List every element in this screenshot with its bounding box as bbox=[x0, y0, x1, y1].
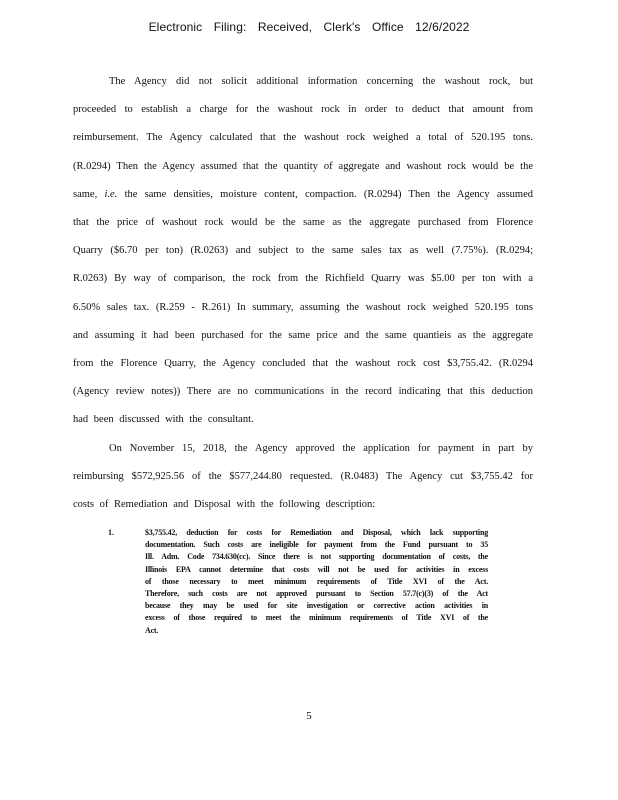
paragraph-washout-rock bbox=[73, 68, 533, 435]
quote-item-number: 1. bbox=[108, 528, 114, 537]
paragraph-1-text-b: the same densities, moisture content, compaction. (R.0294) Then the Agency assumed that the price of washout rock would be the same as the aggregate purchased from Florence Quarry ($6.70 per ton) (R.0263) and subject to the same sales tax as well (7.75%). (R.0294; R.0263) By way of comparison, the rock from the Richfield Quarry was $5.00 per ton with a 6.50% sales tax. (R.259 - R.261) In summary, assuming the washout rock weighed 520.195 tons and assuming it had been purchased for the same price and the same quantieis as the aggregate from the Florence Quarry, the Agency concluded that the washout rock cost $3,755.42. (R.0294 (Agency review notes)) There are no communications in the record indicating that this deduction had been discussed with the consultant. bbox=[73, 188, 533, 426]
page-number: 5 bbox=[306, 710, 312, 722]
paragraph-1-text-a: The Agency did not solicit additional information concerning the washout rock, but proceeded to establish a charge for the washout rock in order to deduct that amount from reimbursement. The Agency calculated that the washout rock weighed a total of 520.195 tons. (R.0294) Then the Agency assumed that the quantity of aggregate and washout rock would be the same, bbox=[73, 76, 533, 200]
document-body bbox=[73, 68, 533, 519]
agency-deduction-quote bbox=[108, 527, 488, 637]
paragraph-1-italic: i.e. bbox=[104, 188, 118, 200]
filing-stamp-header: Electronic Filing: Received, Clerk's Office 12/6/2022 bbox=[148, 20, 470, 34]
paragraph-approval: On November 15, 2018, the Agency approved the application for payment in part by reimbursing $572,925.56 of the $577,244.80 requested. (R.0483) The Agency cut $3,755.42 for costs of Remediation and Disposal with the following description: bbox=[73, 442, 533, 511]
quote-item-text: $3,755.42, deduction for costs for Remediation and Disposal, which lack supporting documentation. Such costs are ineligible for payment from the Fund pursuant to 35 Ill. Adm. Code 734.630(cc). Since there is not supporting documentation of costs, the Illinois EPA cannot determine that costs will not be used for activities in excess of those necessary to meet minimum requirements of Title XVI of the Act. Therefore, such costs are not approved pursuant to Section 57.7(c)(3) of the Act because they may be used for site investigation or corrective action activities in excess of those required to meet the minimum requirements of Title XVI of the Act. bbox=[145, 528, 488, 635]
